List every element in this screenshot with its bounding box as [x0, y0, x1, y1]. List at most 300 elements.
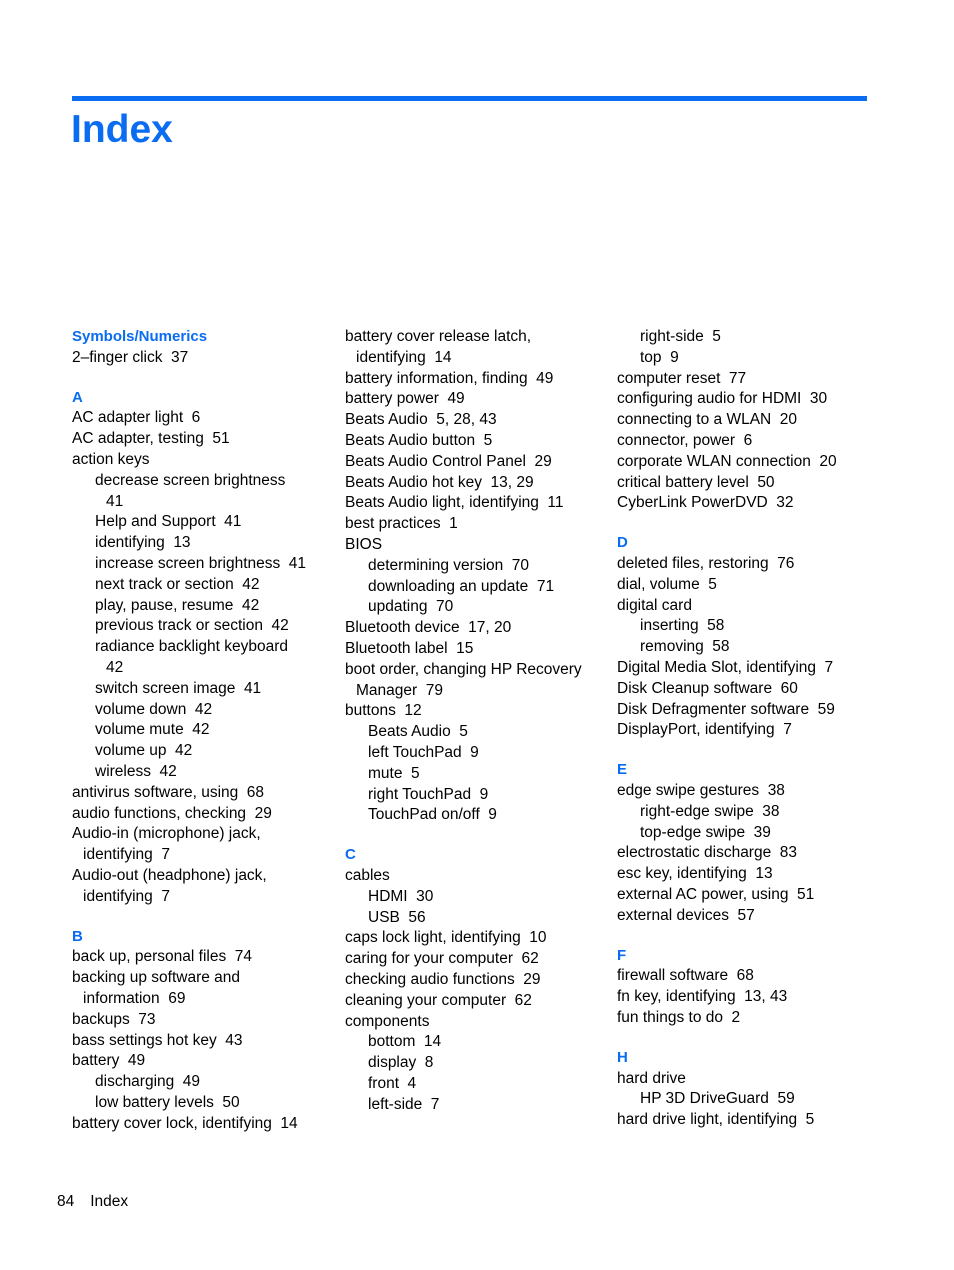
index-entry — [72, 824, 334, 845]
entry-term: deleted files, restoring — [617, 554, 769, 572]
index-entry — [345, 639, 607, 660]
index-entry — [345, 660, 607, 681]
entry-page-ref[interactable]: 5 — [483, 431, 493, 449]
index-subentry — [72, 762, 334, 783]
entry-page-ref[interactable]: 74 — [234, 948, 252, 966]
entry-term: identifying — [83, 846, 153, 864]
index-entry — [72, 429, 334, 450]
index-entry — [345, 431, 607, 452]
entry-term: antivirus software, using — [72, 783, 239, 801]
index-subentry — [72, 512, 334, 533]
index-subentry — [72, 679, 334, 700]
index-entry — [617, 1008, 879, 1029]
entry-page-ref[interactable]: 14 — [434, 348, 452, 366]
entry-page-ref[interactable]: 29 — [523, 970, 541, 988]
index-entry — [617, 1069, 879, 1090]
entry-term: battery — [72, 1052, 120, 1070]
index-entry — [617, 369, 879, 390]
index-subentry — [72, 471, 334, 492]
entry-page-ref[interactable]: 62 — [514, 991, 532, 1009]
entry-term: updating — [368, 598, 428, 616]
entry-term: Digital Media Slot, identifying — [617, 658, 817, 676]
index-subentry — [617, 616, 879, 637]
index-entry — [617, 966, 879, 987]
entry-term: display — [368, 1054, 417, 1072]
entry-page-ref[interactable]: 42 — [194, 700, 213, 718]
index-entry — [345, 1012, 607, 1033]
entry-term: battery cover release latch, — [345, 328, 532, 345]
entry-term: removing — [640, 638, 704, 656]
entry-page-ref[interactable]: 5 — [712, 328, 721, 345]
index-entry — [72, 1114, 334, 1135]
entry-page-ref[interactable]: 83 — [779, 844, 797, 862]
index-entry — [617, 473, 879, 494]
entry-term: configuring audio for HDMI — [617, 390, 802, 408]
entry-term: Bluetooth device — [345, 619, 460, 637]
index-entry-continuation — [72, 845, 334, 866]
section-spacer — [617, 1029, 879, 1048]
entry-term: CyberLink PowerDVD — [617, 494, 768, 512]
entry-term: cleaning your computer — [345, 991, 507, 1009]
entry-page-ref[interactable]: 14 — [280, 1114, 298, 1132]
section-heading: A — [72, 388, 83, 406]
entry-page-ref[interactable]: 43 — [225, 1031, 243, 1049]
entry-page-ref[interactable]: 56 — [408, 908, 426, 926]
index-entry-continuation — [345, 348, 607, 369]
entry-term: edge swipe gestures — [617, 781, 760, 799]
entry-term: best practices — [345, 515, 441, 533]
index-entry — [617, 720, 879, 741]
index-entry — [72, 1010, 334, 1031]
section-heading: B — [72, 927, 83, 945]
index-subentry — [72, 1072, 334, 1093]
entry-page-ref[interactable]: 7 — [161, 846, 170, 864]
entry-term: Beats Audio button — [345, 431, 476, 449]
entry-page-ref[interactable]: 79 — [425, 681, 443, 699]
entry-page-ref[interactable]: 9 — [488, 806, 497, 824]
index-subentry — [72, 1093, 334, 1114]
entry-page-ref[interactable]: 9 — [470, 743, 479, 761]
section-spacer — [345, 826, 607, 845]
entry-page-ref[interactable]: 6 — [743, 431, 753, 449]
index-entry — [72, 1031, 334, 1052]
entry-term: identifying — [83, 887, 153, 905]
entry-page-ref[interactable]: 9 — [670, 348, 679, 366]
entry-term: Beats Audio Control Panel — [345, 452, 526, 470]
index-entry — [345, 369, 607, 390]
footer-label: Index — [90, 1193, 129, 1210]
index-column-3 — [617, 327, 879, 1131]
entry-page-ref[interactable]: 42 — [241, 596, 260, 614]
index-subentry — [345, 556, 607, 577]
entry-term: switch screen image — [95, 679, 236, 697]
entry-page-ref[interactable]: 5 — [708, 575, 717, 593]
entry-term: Disk Cleanup software — [617, 679, 773, 697]
entry-page-ref[interactable]: 42 — [106, 658, 124, 676]
entry-term: left TouchPad — [368, 743, 462, 761]
entry-term: identifying — [95, 534, 165, 552]
entry-term: backing up software and — [72, 969, 241, 987]
index-subentry — [345, 597, 607, 618]
entry-page-ref[interactable]: 68 — [736, 967, 754, 985]
entry-term: AC adapter light — [72, 409, 184, 427]
entry-term: volume up — [95, 742, 167, 760]
entry-term: fn key, identifying — [617, 988, 736, 1006]
entry-page-ref[interactable]: 13 — [173, 534, 191, 552]
entry-term: Beats Audio hot key — [345, 473, 483, 491]
entry-page-ref[interactable]: 12 — [404, 702, 422, 720]
index-subentry — [617, 802, 879, 823]
section-heading: H — [617, 1048, 628, 1066]
entry-term: previous track or section — [95, 617, 263, 635]
index-entry-continuation — [72, 658, 334, 679]
entry-term: Beats Audio — [345, 411, 428, 429]
entry-term: Manager — [356, 681, 418, 699]
index-subentry — [345, 1095, 607, 1116]
entry-term: battery information, finding — [345, 369, 528, 387]
index-subentry — [72, 575, 334, 596]
entry-page-ref[interactable]: 8 — [424, 1054, 434, 1072]
entry-term: decrease screen brightness — [95, 471, 286, 489]
entry-page-ref[interactable]: 76 — [777, 554, 795, 572]
index-entry — [617, 906, 879, 927]
entry-term: discharging — [95, 1073, 175, 1091]
entry-term: firewall software — [617, 967, 729, 985]
index-entry — [617, 658, 879, 679]
entry-term: next track or section — [95, 575, 234, 593]
entry-term: hard drive — [617, 1069, 686, 1087]
section-spacer — [72, 369, 334, 388]
entry-page-ref[interactable]: 62 — [521, 950, 539, 968]
index-entry — [345, 410, 607, 431]
index-subentry — [345, 1032, 607, 1053]
entry-page-ref[interactable]: 41 — [106, 492, 124, 510]
entry-page-ref[interactable]: 20 — [819, 452, 837, 470]
index-subentry — [72, 700, 334, 721]
index-entry — [345, 618, 607, 639]
entry-page-ref[interactable]: 42 — [175, 742, 193, 760]
index-entry — [345, 452, 607, 473]
entry-page-ref[interactable]: 42 — [271, 617, 289, 635]
entry-page-ref[interactable]: 51 — [796, 885, 815, 903]
entry-term: 2–finger click — [72, 348, 163, 366]
entry-page-ref[interactable]: 14 — [423, 1033, 442, 1051]
entry-page-ref[interactable]: 70 — [511, 556, 530, 574]
index-entry — [345, 928, 607, 949]
entry-term: buttons — [345, 702, 396, 720]
entry-page-ref[interactable]: 7 — [783, 721, 792, 739]
index-entry — [345, 327, 607, 348]
entry-term: HDMI — [368, 887, 408, 905]
entry-page-ref[interactable]: 13, 43 — [744, 988, 788, 1006]
section-spacer — [72, 908, 334, 927]
entry-term: connector, power — [617, 431, 736, 449]
entry-term: downloading an update — [368, 577, 529, 595]
entry-page-ref[interactable]: 41 — [288, 554, 307, 572]
index-subentry — [345, 908, 607, 929]
section-heading: D — [617, 534, 628, 552]
index-subentry — [345, 722, 607, 743]
entry-page-ref[interactable]: 42 — [159, 762, 177, 780]
entry-page-ref[interactable]: 49 — [536, 369, 554, 387]
entry-term: bass settings hot key — [72, 1031, 217, 1049]
entry-term: right-edge swipe — [640, 802, 754, 820]
entry-term: USB — [368, 908, 400, 926]
entry-term: corporate WLAN connection — [617, 452, 811, 470]
index-subentry — [617, 637, 879, 658]
entry-term: electrostatic discharge — [617, 844, 772, 862]
entry-page-ref[interactable]: 49 — [182, 1073, 201, 1091]
entry-page-ref[interactable]: 30 — [416, 887, 434, 905]
index-subentry — [345, 1074, 607, 1095]
entry-term: top-edge swipe — [640, 823, 746, 841]
index-entry — [617, 554, 879, 575]
entry-page-ref[interactable]: 37 — [170, 348, 189, 366]
index-entry — [617, 1110, 879, 1131]
index-entry — [72, 408, 334, 429]
entry-page-ref[interactable]: 15 — [456, 639, 474, 657]
index-entry — [345, 389, 607, 410]
entry-page-ref[interactable]: 50 — [222, 1093, 240, 1111]
index-entry — [345, 514, 607, 535]
entry-page-ref[interactable]: 32 — [776, 494, 794, 512]
index-subentry — [72, 596, 334, 617]
entry-page-ref[interactable]: 6 — [191, 409, 201, 427]
index-entry — [72, 348, 334, 369]
entry-term: bottom — [368, 1033, 416, 1051]
section-spacer — [617, 514, 879, 533]
index-entry — [345, 493, 607, 514]
index-entry — [345, 535, 607, 556]
index-entry — [72, 866, 334, 887]
entry-term: Audio-in (microphone) jack, — [72, 825, 261, 843]
entry-page-ref[interactable]: 5, 28, 43 — [436, 411, 497, 429]
entry-term: boot order, changing HP Recovery — [345, 660, 582, 678]
entry-term: checking audio functions — [345, 970, 515, 988]
entry-term: information — [83, 989, 160, 1007]
entry-term: digital card — [617, 596, 692, 614]
entry-page-ref[interactable]: 38 — [767, 781, 785, 799]
entry-term: volume mute — [95, 721, 184, 739]
entry-term: play, pause, resume — [95, 596, 234, 614]
entry-term: front — [368, 1074, 400, 1092]
index-subentry — [72, 616, 334, 637]
entry-page-ref[interactable]: 58 — [712, 638, 730, 656]
entry-page-ref[interactable]: 30 — [809, 390, 828, 408]
index-entry — [72, 450, 334, 471]
section-spacer — [617, 927, 879, 946]
entry-page-ref[interactable]: 51 — [212, 430, 230, 448]
index-entry — [617, 452, 879, 473]
index-column-1 — [72, 327, 334, 1134]
index-subentry — [617, 823, 879, 844]
entry-page-ref[interactable]: 49 — [127, 1052, 146, 1070]
index-entry — [617, 493, 879, 514]
entry-page-ref[interactable]: 57 — [737, 906, 755, 924]
index-subentry — [72, 720, 334, 741]
entry-term: Beats Audio — [368, 723, 451, 741]
entry-page-ref[interactable]: 5 — [805, 1111, 815, 1129]
entry-page-ref[interactable]: 41 — [224, 513, 242, 531]
index-entry — [617, 410, 879, 431]
index-entry-continuation — [72, 887, 334, 908]
entry-page-ref[interactable]: 13, 29 — [490, 473, 534, 491]
page-title: Index — [71, 108, 173, 151]
index-subentry — [72, 637, 334, 658]
entry-page-ref[interactable]: 77 — [728, 369, 747, 387]
entry-term: wireless — [95, 762, 151, 780]
entry-term: Help and Support — [95, 513, 216, 531]
section-heading: F — [617, 946, 627, 964]
entry-term: mute — [368, 764, 403, 782]
index-entry — [617, 596, 879, 617]
entry-page-ref[interactable]: 7 — [161, 887, 170, 905]
footer-page-number: 84 — [57, 1193, 75, 1210]
index-entry-continuation — [345, 681, 607, 702]
entry-page-ref[interactable]: 69 — [168, 989, 186, 1007]
index-entry — [617, 781, 879, 802]
index-entry — [617, 843, 879, 864]
entry-page-ref[interactable]: 7 — [824, 658, 834, 676]
entry-term: determining version — [368, 556, 504, 574]
index-entry — [617, 389, 879, 410]
entry-page-ref[interactable]: 38 — [762, 802, 780, 820]
entry-term: action keys — [72, 450, 150, 468]
entry-page-ref[interactable]: 50 — [757, 473, 775, 491]
section-spacer — [617, 741, 879, 760]
index-entry — [72, 804, 334, 825]
index-entry — [345, 701, 607, 722]
index-subentry — [345, 577, 607, 598]
entry-term: fun things to do — [617, 1008, 723, 1026]
index-subentry — [345, 785, 607, 806]
entry-term: hard drive light, identifying — [617, 1111, 798, 1129]
entry-page-ref[interactable]: 58 — [707, 617, 725, 635]
index-entry — [345, 949, 607, 970]
index-subentry — [617, 348, 879, 369]
entry-term: Beats Audio light, identifying — [345, 494, 539, 512]
index-subentry — [345, 1053, 607, 1074]
entry-page-ref[interactable]: 59 — [777, 1090, 795, 1108]
entry-page-ref[interactable]: 7 — [430, 1095, 440, 1113]
entry-term: battery power — [345, 390, 439, 408]
entry-term: Bluetooth label — [345, 639, 448, 657]
entry-page-ref[interactable]: 10 — [529, 929, 547, 947]
index-entry — [345, 970, 607, 991]
index-subentry — [345, 764, 607, 785]
index-entry — [617, 679, 879, 700]
index-entry — [345, 473, 607, 494]
entry-term: right-side — [640, 328, 704, 345]
entry-page-ref[interactable]: 71 — [536, 577, 555, 595]
index-column-2 — [345, 327, 607, 1115]
entry-page-ref[interactable]: 9 — [479, 785, 489, 803]
entry-term: external AC power, using — [617, 885, 789, 903]
entry-term: left-side — [368, 1095, 423, 1113]
entry-page-ref[interactable]: 11 — [547, 494, 564, 512]
entry-term: volume down — [95, 700, 187, 718]
entry-page-ref[interactable]: 20 — [779, 411, 797, 429]
entry-term: inserting — [640, 617, 699, 635]
entry-page-ref[interactable]: 13 — [755, 865, 773, 883]
index-entry-continuation — [72, 492, 334, 513]
page-footer — [57, 1191, 128, 1212]
index-entry — [617, 431, 879, 452]
entry-page-ref[interactable]: 70 — [436, 598, 454, 616]
index-subentry — [617, 327, 879, 348]
entry-term: right TouchPad — [368, 785, 472, 803]
entry-term: caps lock light, identifying — [345, 929, 521, 947]
entry-term: HP 3D DriveGuard — [640, 1090, 769, 1108]
index-subentry — [72, 554, 334, 575]
entry-page-ref[interactable]: 29 — [254, 804, 272, 822]
index-entry — [72, 947, 334, 968]
entry-term: BIOS — [345, 535, 383, 553]
entry-term: increase screen brightness — [95, 554, 281, 572]
index-entry-continuation — [72, 989, 334, 1010]
entry-page-ref[interactable]: 2 — [731, 1008, 741, 1026]
entry-term: TouchPad on/off — [368, 806, 480, 824]
entry-page-ref[interactable]: 5 — [410, 764, 420, 782]
entry-term: AC adapter, testing — [72, 430, 204, 448]
entry-page-ref[interactable]: 39 — [753, 823, 771, 841]
entry-page-ref[interactable]: 1 — [449, 515, 458, 533]
entry-page-ref[interactable]: 17, 20 — [468, 619, 512, 637]
entry-page-ref[interactable]: 42 — [192, 721, 210, 739]
entry-term: cables — [345, 866, 390, 884]
entry-term: Disk Defragmenter software — [617, 700, 810, 718]
section-heading: E — [617, 761, 628, 779]
entry-term: radiance backlight keyboard — [95, 638, 289, 656]
entry-page-ref[interactable]: 60 — [780, 679, 798, 697]
index-subentry — [345, 887, 607, 908]
entry-term: battery cover lock, identifying — [72, 1114, 272, 1132]
entry-page-ref[interactable]: 42 — [242, 575, 260, 593]
entry-page-ref[interactable]: 29 — [534, 452, 552, 470]
entry-term: top — [640, 348, 662, 366]
entry-term: low battery levels — [95, 1093, 214, 1111]
entry-page-ref[interactable]: 5 — [459, 723, 468, 741]
entry-term: external devices — [617, 906, 730, 924]
index-entry — [345, 866, 607, 887]
entry-term: Audio-out (headphone) jack, — [72, 866, 267, 884]
index-subentry — [72, 533, 334, 554]
index-entry — [617, 885, 879, 906]
index-entry — [345, 991, 607, 1012]
entry-term: identifying — [356, 348, 426, 366]
entry-term: critical battery level — [617, 473, 749, 491]
entry-page-ref[interactable]: 59 — [817, 700, 835, 718]
index-subentry — [345, 743, 607, 764]
entry-term: back up, personal files — [72, 948, 227, 966]
index-subentry — [72, 741, 334, 762]
index-subentry — [345, 805, 607, 826]
entry-term: audio functions, checking — [72, 804, 247, 822]
index-entry — [617, 700, 879, 721]
entry-term: backups — [72, 1010, 130, 1028]
entry-term: caring for your computer — [345, 950, 513, 968]
entry-page-ref[interactable]: 4 — [407, 1074, 417, 1092]
index-entry — [617, 575, 879, 596]
index-entry — [72, 1051, 334, 1072]
entry-page-ref[interactable]: 49 — [447, 390, 465, 408]
index-subentry — [617, 1089, 879, 1110]
entry-page-ref[interactable]: 41 — [243, 679, 262, 697]
section-heading: C — [345, 846, 356, 864]
index-entry — [617, 864, 879, 885]
entry-page-ref[interactable]: 73 — [138, 1010, 156, 1028]
entry-page-ref[interactable]: 68 — [246, 783, 265, 801]
